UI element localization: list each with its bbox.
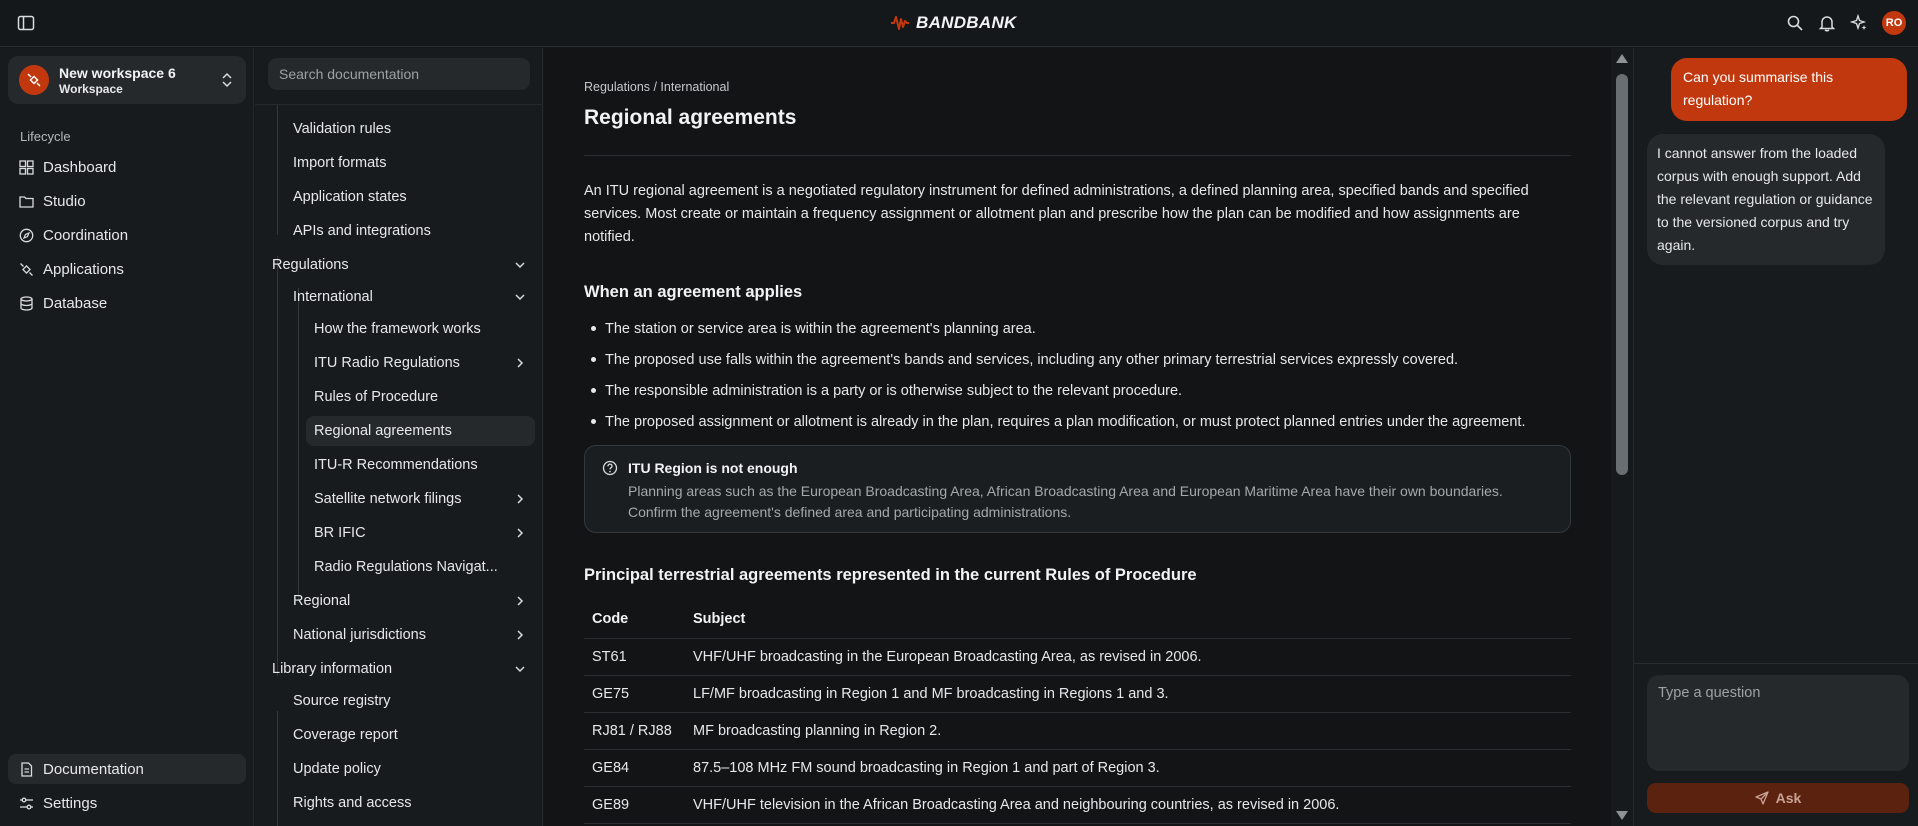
chevron-right-icon: [514, 595, 526, 607]
list-item: The station or service area is within the agreement's planning area.: [584, 313, 1584, 344]
agreements-table: [584, 601, 1571, 824]
cell-subject: LF/MF broadcasting in Region 1 and MF broadcasting in Regions 1 and 3.: [685, 675, 1571, 712]
tree-item-label: Import formats: [293, 155, 387, 171]
callout-title: ITU Region is not enough: [628, 460, 798, 476]
ask-button[interactable]: [1647, 783, 1909, 813]
tree-item-label: Validation rules: [293, 121, 392, 137]
tree-item-import-formats[interactable]: [285, 148, 535, 178]
table-row: [584, 749, 1571, 786]
column-header-code: Code: [584, 601, 685, 638]
nav-item-settings[interactable]: [8, 788, 246, 818]
document-icon: [19, 762, 34, 777]
nav-item-label: Database: [43, 294, 108, 312]
tree-item-label: Rights and access: [293, 795, 412, 811]
user-message: Can you summarise this regulation?: [1671, 58, 1907, 121]
nav-item-applications[interactable]: [8, 254, 246, 284]
left-nav: [0, 48, 254, 826]
tree-item-label: ITU-R Recommendations: [314, 457, 478, 473]
nav-item-dashboard[interactable]: [8, 152, 246, 182]
list-item: The responsible administration is a party or is otherwise subject to the relevant procedure.: [584, 375, 1584, 406]
cell-subject: 87.5–108 MHz FM sound broadcasting in Region 1 and part of Region 3.: [685, 749, 1571, 786]
tree-item-label: Regulations: [272, 257, 349, 273]
intro-paragraph: An ITU regional agreement is a negotiated regulatory instrument for defined administrations, a defined planning area, specified bands and specified services. Most create or maintain a frequency assignment or allotment plan and prescribe how the plan can be modified and how assignments are notified.: [584, 183, 1529, 245]
page-title: Regional agreements: [584, 106, 797, 129]
section-heading-agreements: Principal terrestrial agreements represented in the current Rules of Procedure: [584, 566, 1197, 584]
tree-item-satellite-network-filings[interactable]: [306, 484, 535, 514]
doc-search-input[interactable]: Search documentation: [268, 58, 530, 90]
tree-item-coverage-report[interactable]: [285, 720, 535, 750]
tree-item-itu-r-recommendations[interactable]: [306, 450, 535, 480]
tree-item-br-ific[interactable]: [306, 518, 535, 548]
tree-guide: [298, 288, 299, 600]
satellite-icon: [19, 262, 34, 277]
tree-item-application-states[interactable]: [285, 182, 535, 212]
workspace-switcher[interactable]: [8, 56, 246, 104]
column-header-subject: Subject: [685, 601, 1571, 638]
tree-item-label: How the framework works: [314, 321, 481, 337]
tree-guide: [277, 711, 278, 826]
cell-code: GE75: [584, 675, 685, 712]
tree-item-international[interactable]: [285, 282, 535, 312]
table-row: [584, 675, 1571, 712]
nav-item-label: Dashboard: [43, 158, 117, 176]
question-input[interactable]: Type a question: [1647, 675, 1909, 771]
cell-code: GE84: [584, 749, 685, 786]
compass-icon: [19, 228, 34, 243]
cell-code: RJ81 / RJ88: [584, 712, 685, 749]
nav-item-label: Studio: [43, 192, 86, 210]
bell-icon[interactable]: [1818, 14, 1836, 32]
waveform-logo-icon: [890, 13, 910, 33]
cell-subject: VHF/UHF broadcasting in the European Broadcasting Area, as revised in 2006.: [685, 638, 1571, 675]
list-item: The proposed use falls within the agreement's bands and services, including any other primary terrestrial services expressly covered.: [584, 344, 1584, 375]
tree-item-update-policy[interactable]: [285, 754, 535, 784]
tree-item-national-jurisdictions[interactable]: [285, 620, 535, 650]
tree-item-label: Coverage report: [293, 727, 398, 743]
breadcrumb[interactable]: Regulations / International: [584, 80, 730, 94]
nav-item-label: Coordination: [43, 226, 129, 244]
section-heading-applies: When an agreement applies: [584, 283, 803, 301]
dashboard-icon: [19, 160, 34, 175]
tree-item-label: International: [293, 289, 373, 305]
scrollbar-thumb[interactable]: [1616, 74, 1628, 475]
table-header-row: [584, 601, 1571, 638]
database-icon: [19, 296, 34, 311]
satellite-icon: [26, 72, 42, 88]
tree-item-label: Satellite network filings: [314, 491, 462, 507]
chevron-down-icon: [514, 259, 526, 271]
tree-item-regional-agreements[interactable]: [306, 416, 535, 446]
main-content: [544, 48, 1611, 826]
table-row: [584, 786, 1571, 823]
scroll-down-arrow-icon[interactable]: [1616, 811, 1628, 820]
documentation-tree: [255, 48, 543, 826]
nav-item-label: Applications: [43, 260, 124, 278]
list-item: The proposed assignment or allotment is already in the plan, requires a plan modification, or must protect planned entries under the agreement.: [584, 406, 1584, 437]
workspace-name: New workspace 6: [59, 64, 176, 81]
tree-item-how-the-framework-works[interactable]: [306, 314, 535, 344]
main-scrollbar[interactable]: [1611, 48, 1633, 826]
cell-subject: VHF/UHF television in the African Broadcasting Area and neighbouring countries, as revised in 2006.: [685, 786, 1571, 823]
scroll-up-arrow-icon[interactable]: [1616, 54, 1628, 63]
chevron-right-icon: [514, 527, 526, 539]
tree-item-itu-radio-regulations[interactable]: [306, 348, 535, 378]
ask-button-label: Ask: [1775, 790, 1802, 806]
tree-item-apis-and-integrations[interactable]: [285, 216, 535, 246]
table-row: [584, 638, 1571, 675]
info-callout: [584, 445, 1571, 533]
tree-item-radio-regulations-navigator[interactable]: [306, 552, 535, 582]
workspace-logo: [19, 65, 49, 95]
chevron-right-icon: [514, 357, 526, 369]
applies-list: [584, 313, 1584, 437]
nav-section-label: Lifecycle: [20, 129, 71, 144]
cell-subject: MF broadcasting planning in Region 2.: [685, 712, 1571, 749]
sliders-icon: [19, 796, 34, 811]
tree-item-label: Regional: [293, 593, 351, 609]
divider: [255, 104, 543, 105]
tree-guide: [277, 256, 278, 676]
table-row: [584, 712, 1571, 749]
tree-item-label: APIs and integrations: [293, 223, 431, 239]
tree-item-label: National jurisdictions: [293, 627, 426, 643]
divider: [584, 155, 1571, 156]
nav-item-studio[interactable]: [8, 186, 246, 216]
nav-item-coordination[interactable]: [8, 220, 246, 250]
callout-body: Planning areas such as the European Broadcasting Area, African Broadcasting Area and European Maritime Area have their own boundaries. Confirm the agreement's defined area and participating administrations.: [628, 483, 1503, 520]
user-avatar[interactable]: RO: [1882, 11, 1906, 35]
folder-icon: [19, 194, 34, 209]
tree-item-label: BR IFIC: [314, 525, 366, 541]
tree-item-label: Rules of Procedure: [314, 389, 439, 405]
nav-item-label: Settings: [43, 794, 98, 812]
send-icon: [1755, 791, 1769, 805]
nav-item-label: Documentation: [43, 760, 144, 778]
question-circle-icon: [602, 460, 618, 476]
brand-name: BANDBANK: [916, 13, 1017, 32]
assistant-message: I cannot answer from the loaded corpus with enough support. Add the relevant regulation or guidance to the versioned corpus and try again.: [1647, 134, 1885, 265]
tree-item-regional[interactable]: [285, 586, 535, 616]
chevron-up-down-icon: [220, 72, 234, 88]
tree-item-label: Radio Regulations Navigat...: [314, 559, 498, 575]
top-bar: [0, 0, 1918, 47]
cell-code: ST61: [584, 638, 685, 675]
tree-item-rules-of-procedure[interactable]: [306, 382, 535, 412]
sparkles-icon[interactable]: [1850, 14, 1868, 32]
tree-item-label: Source registry: [293, 693, 391, 709]
tree-item-source-registry[interactable]: [285, 686, 535, 716]
cell-code: GE89: [584, 786, 685, 823]
tree-guide: [277, 105, 278, 235]
sidebar-toggle-icon[interactable]: [17, 14, 35, 32]
nav-item-database[interactable]: [8, 288, 246, 318]
search-icon[interactable]: [1786, 14, 1804, 32]
workspace-subtitle: Workspace: [59, 81, 123, 96]
tree-item-library-information[interactable]: [264, 654, 535, 684]
chevron-right-icon: [514, 493, 526, 505]
assistant-panel: [1633, 48, 1918, 826]
nav-item-documentation[interactable]: [8, 754, 246, 784]
tree-item-label: Regional agreements: [314, 423, 452, 439]
chevron-right-icon: [514, 629, 526, 641]
tree-item-label: Update policy: [293, 761, 381, 777]
brand-logo[interactable]: [890, 12, 1017, 34]
tree-item-regulations[interactable]: [264, 250, 535, 280]
tree-item-label: ITU Radio Regulations: [314, 355, 460, 371]
tree-item-label: Application states: [293, 189, 407, 205]
tree-item-label: Library information: [272, 661, 393, 677]
divider: [1634, 663, 1918, 664]
chevron-down-icon: [514, 663, 526, 675]
tree-item-validation-rules[interactable]: [285, 114, 535, 144]
tree-item-rights-and-access[interactable]: [285, 788, 535, 818]
chevron-down-icon: [514, 291, 526, 303]
